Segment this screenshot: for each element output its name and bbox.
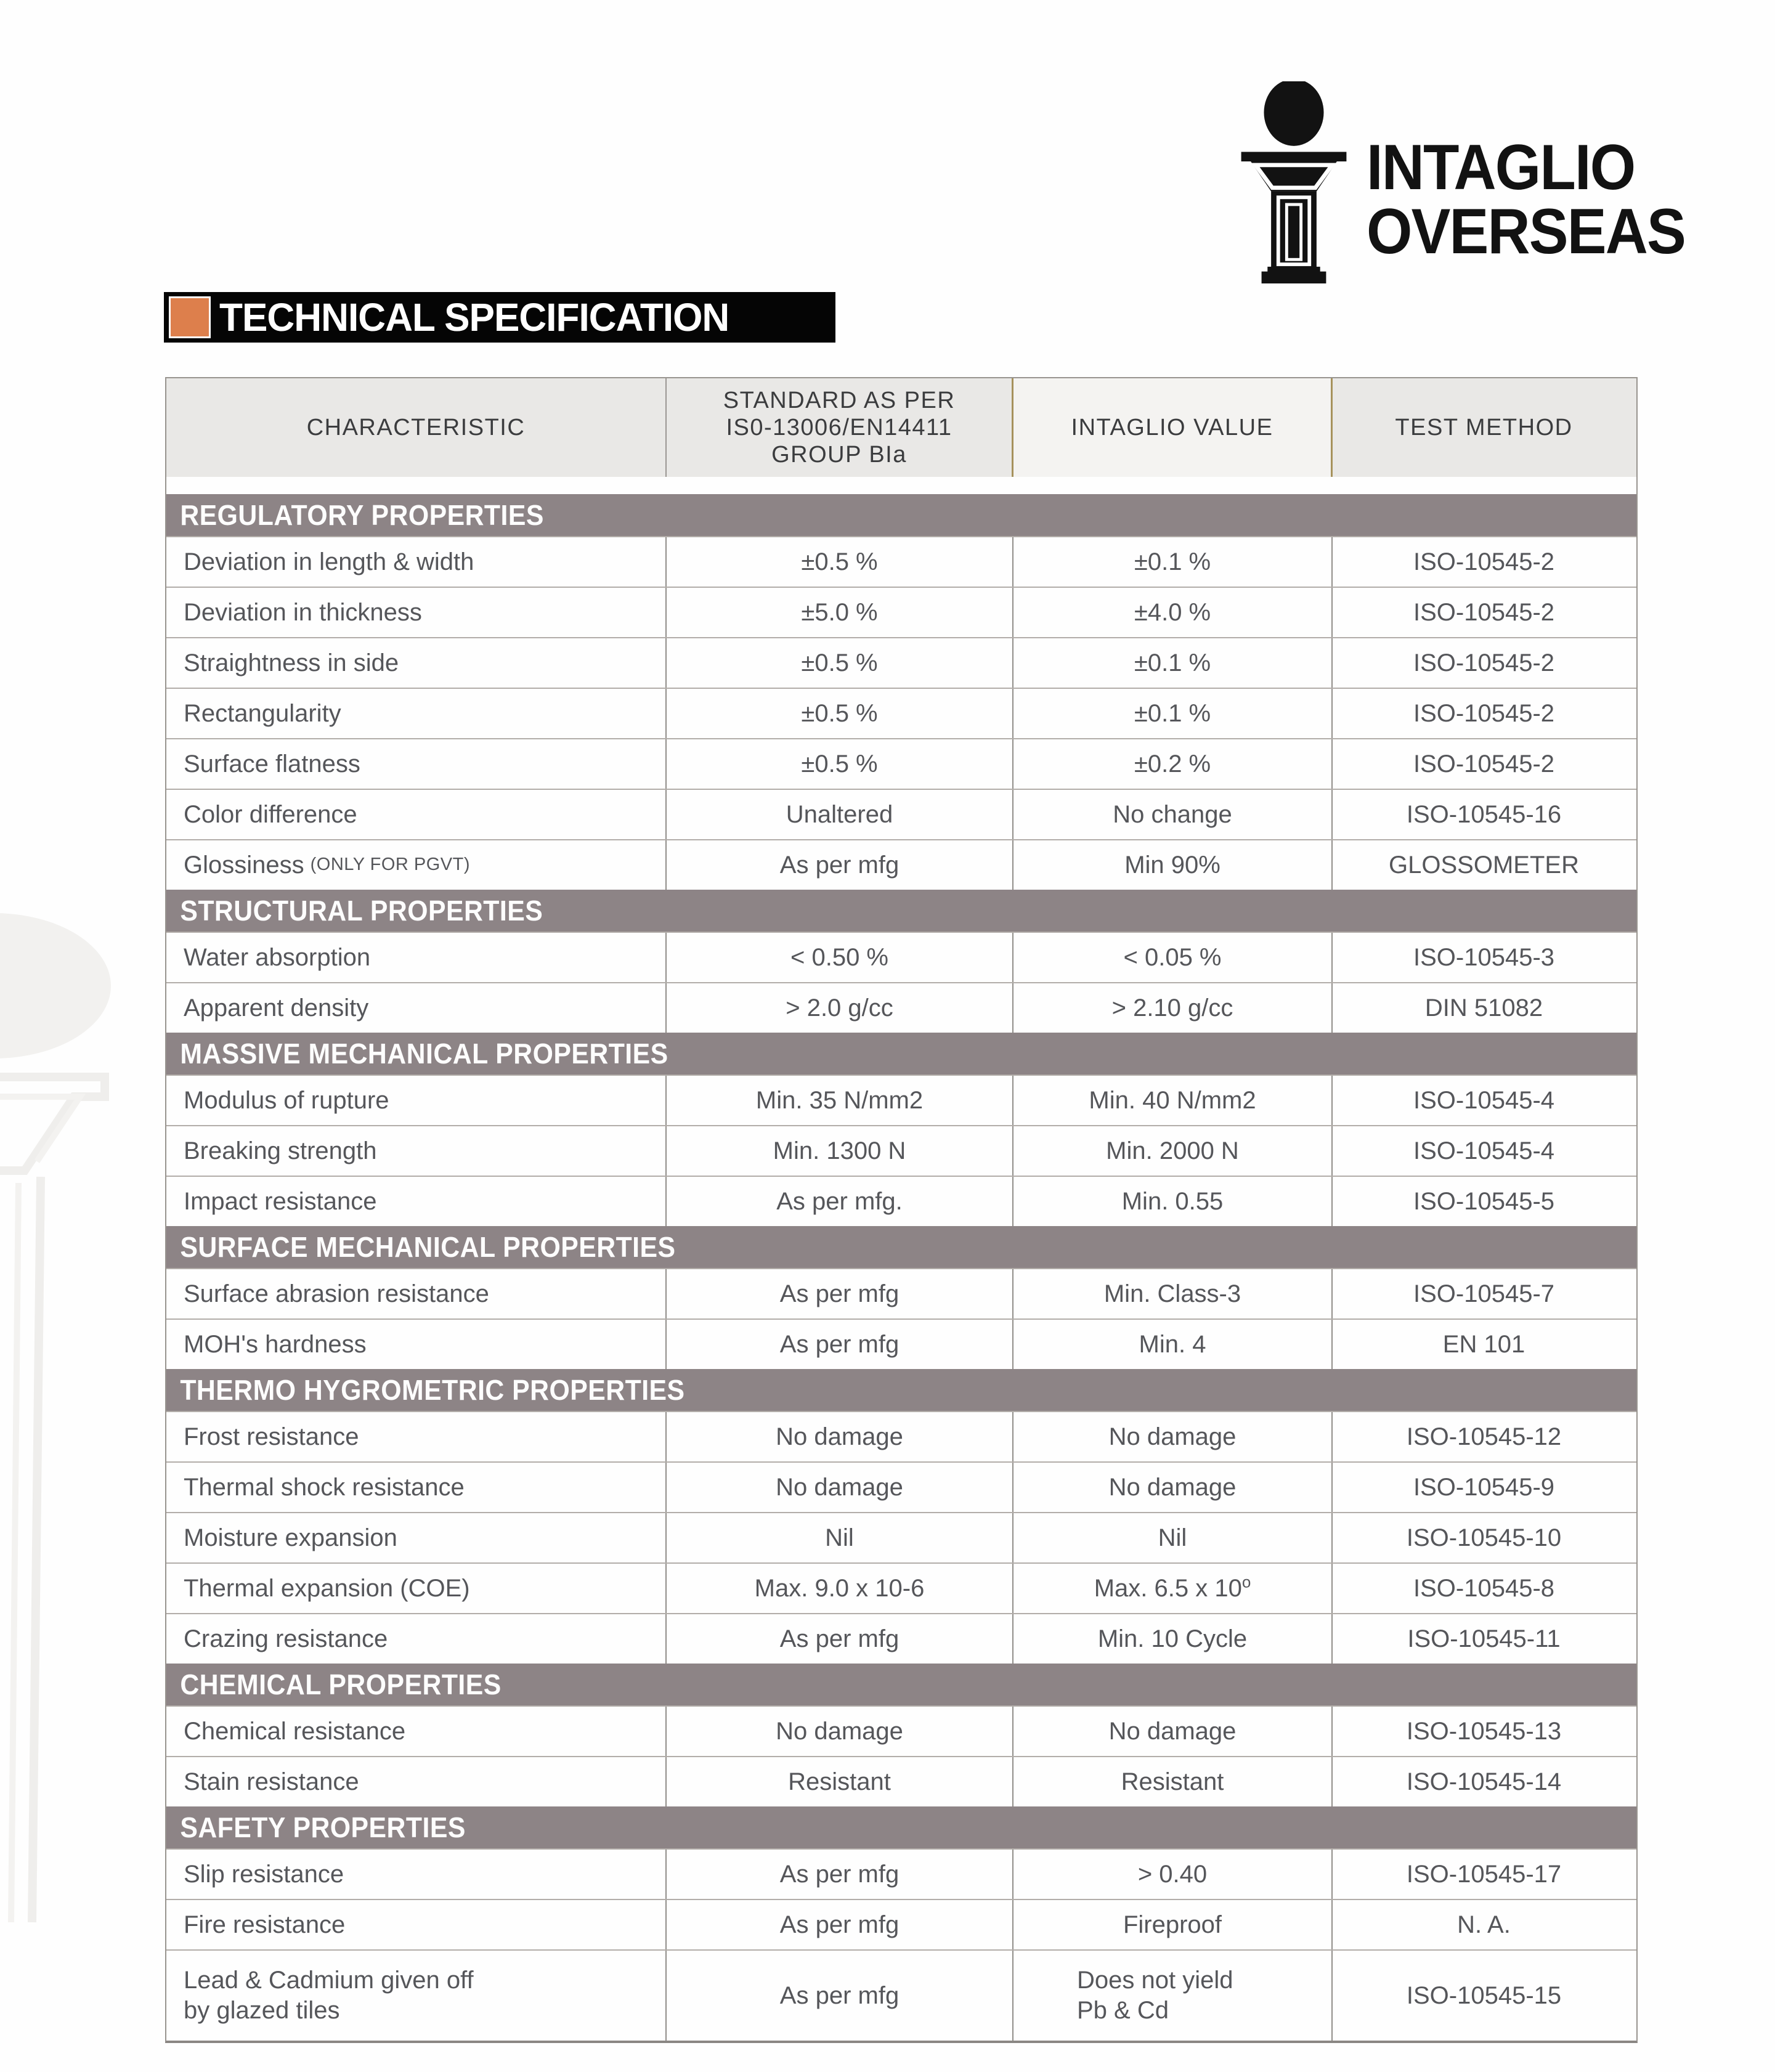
characteristic-note: (ONLY FOR PGVT) xyxy=(310,855,471,875)
section-bar-thermo-hygrometric xyxy=(166,1369,1636,1411)
cell-test-method: ISO-10545-13 xyxy=(1406,1717,1562,1745)
cell-test-method: ISO-10545-7 xyxy=(1413,1280,1555,1307)
cell-characteristic: Crazing resistance xyxy=(166,1614,667,1664)
table-row xyxy=(166,839,1636,890)
table-row xyxy=(166,982,1636,1033)
cell-characteristic: Surface abrasion resistance xyxy=(166,1269,667,1318)
table-row xyxy=(166,1949,1636,2041)
cell-intaglio-value: ±0.1 % xyxy=(1013,638,1333,688)
cell-standard: Max. 9.0 x 10-6 xyxy=(667,1564,1013,1613)
cell-intaglio-value xyxy=(1013,1564,1333,1613)
cell-characteristic: Deviation in thickness xyxy=(166,588,667,637)
cell-standard: < 0.50 % xyxy=(667,933,1013,982)
title-bar xyxy=(164,292,835,343)
cell-standard: No damage xyxy=(667,1707,1013,1756)
cell-test-method: ISO-10545-10 xyxy=(1406,1524,1562,1551)
value-text: Does not yield Pb & Cd xyxy=(1077,1967,1233,2024)
section-title: MASSIVE MECHANICAL PROPERTIES xyxy=(180,1038,668,1070)
cell-standard: As per mfg xyxy=(667,1269,1013,1318)
section-bar-structural xyxy=(166,890,1636,932)
table-row xyxy=(166,1461,1636,1512)
cell-test-method: ISO-10545-3 xyxy=(1413,943,1555,971)
cell-intaglio-value: Min. 40 N/mm2 xyxy=(1013,1076,1333,1125)
table-row xyxy=(166,1125,1636,1176)
cell-characteristic xyxy=(166,840,667,890)
cell-standard: Resistant xyxy=(667,1757,1013,1806)
cell-intaglio-value: Min. 10 Cycle xyxy=(1013,1614,1333,1664)
header-standard xyxy=(667,378,1013,477)
cell-test-method: ISO-10545-4 xyxy=(1413,1137,1555,1164)
cell-standard: As per mfg xyxy=(667,1951,1013,2041)
cell-characteristic: Thermal expansion (COE) xyxy=(166,1564,667,1613)
page-title: TECHNICAL SPECIFICATION xyxy=(219,295,729,339)
section-bar-massive-mechanical xyxy=(166,1033,1636,1075)
brand-name-line2: OVERSEAS xyxy=(1367,196,1685,267)
characteristic-text: Glossiness xyxy=(184,851,304,879)
cell-intaglio-value: No damage xyxy=(1013,1707,1333,1756)
table-row xyxy=(166,536,1636,587)
brand-name-line1: INTAGLIO xyxy=(1367,132,1635,203)
header-test-method: TEST METHOD xyxy=(1395,414,1573,441)
table-row xyxy=(166,1613,1636,1664)
cell-standard: As per mfg xyxy=(667,1900,1013,1949)
cell-standard: ±5.0 % xyxy=(667,588,1013,637)
cell-characteristic: Slip resistance xyxy=(166,1850,667,1899)
cell-standard: ±0.5 % xyxy=(667,739,1013,789)
cell-test-method: ISO-10545-16 xyxy=(1406,800,1562,828)
cell-intaglio-value: Min. 0.55 xyxy=(1013,1177,1333,1226)
table-row xyxy=(166,1848,1636,1899)
cell-characteristic: Frost resistance xyxy=(166,1412,667,1461)
cell-standard: As per mfg xyxy=(667,1320,1013,1369)
cell-intaglio-value: > 2.10 g/cc xyxy=(1013,983,1333,1033)
section-bar-safety xyxy=(166,1806,1636,1848)
cell-test-method: ISO-10545-4 xyxy=(1413,1086,1555,1114)
cell-test-method: ISO-10545-2 xyxy=(1413,699,1555,727)
cell-standard: ±0.5 % xyxy=(667,638,1013,688)
section-title: SAFETY PROPERTIES xyxy=(180,1811,466,1843)
table-row xyxy=(166,688,1636,738)
table-row xyxy=(166,738,1636,789)
header-gap xyxy=(166,477,1636,494)
table-row xyxy=(166,1411,1636,1461)
cell-standard: Min. 35 N/mm2 xyxy=(667,1076,1013,1125)
table-row xyxy=(166,932,1636,982)
brand-logo xyxy=(1232,81,1713,285)
brand-name xyxy=(1367,132,1685,267)
cell-standard: Nil xyxy=(667,1513,1013,1562)
cell-test-method: GLOSSOMETER xyxy=(1389,851,1579,879)
table-row xyxy=(166,1756,1636,1806)
table-row xyxy=(166,587,1636,637)
cell-test-method: ISO-10545-14 xyxy=(1406,1768,1562,1795)
table-row xyxy=(166,1075,1636,1125)
cell-test-method: ISO-10545-15 xyxy=(1406,1981,1562,2009)
section-title: STRUCTURAL PROPERTIES xyxy=(180,895,543,927)
cell-test-method: ISO-10545-12 xyxy=(1406,1423,1562,1450)
cell-test-method: ISO-10545-2 xyxy=(1413,598,1555,626)
table-row xyxy=(166,1562,1636,1613)
cell-characteristic: Modulus of rupture xyxy=(166,1076,667,1125)
cell-intaglio-value: ±0.1 % xyxy=(1013,537,1333,587)
cell-intaglio-value: < 0.05 % xyxy=(1013,933,1333,982)
cell-intaglio-value: No damage xyxy=(1013,1412,1333,1461)
cell-intaglio-value: No change xyxy=(1013,790,1333,839)
cell-characteristic: Impact resistance xyxy=(166,1177,667,1226)
cell-standard: No damage xyxy=(667,1412,1013,1461)
cell-standard: As per mfg xyxy=(667,1614,1013,1664)
cell-standard: Unaltered xyxy=(667,790,1013,839)
cell-test-method: ISO-10545-17 xyxy=(1406,1860,1562,1888)
section-title: SURFACE MECHANICAL PROPERTIES xyxy=(180,1231,676,1263)
section-bar-regulatory xyxy=(166,494,1636,536)
cell-test-method: EN 101 xyxy=(1442,1330,1525,1358)
cell-characteristic xyxy=(166,1951,667,2041)
cell-characteristic: Breaking strength xyxy=(166,1126,667,1176)
cell-characteristic: Stain resistance xyxy=(166,1757,667,1806)
cell-standard: Min. 1300 N xyxy=(667,1126,1013,1176)
section-bar-chemical xyxy=(166,1664,1636,1705)
cell-intaglio-value xyxy=(1013,1951,1333,2041)
characteristic-text: Lead & Cadmium given off by glazed tiles xyxy=(184,1967,474,2024)
cell-intaglio-value: Nil xyxy=(1013,1513,1333,1562)
table-row xyxy=(166,1318,1636,1369)
cell-test-method: ISO-10545-2 xyxy=(1413,649,1555,676)
header-intaglio-value: INTAGLIO VALUE xyxy=(1013,378,1333,477)
cell-test-method: ISO-10545-5 xyxy=(1413,1187,1555,1215)
table-row xyxy=(166,1899,1636,1949)
cell-intaglio-value: Min. Class-3 xyxy=(1013,1269,1333,1318)
cell-standard: > 2.0 g/cc xyxy=(667,983,1013,1033)
table-row xyxy=(166,1512,1636,1562)
cell-standard: No damage xyxy=(667,1463,1013,1512)
cell-test-method: N. A. xyxy=(1457,1911,1511,1938)
value-superscript: o xyxy=(1241,1572,1251,1591)
cell-characteristic: MOH's hardness xyxy=(166,1320,667,1369)
cell-characteristic: Apparent density xyxy=(166,983,667,1033)
table-header-row xyxy=(166,378,1636,477)
cell-test-method: ISO-10545-2 xyxy=(1413,750,1555,778)
cell-characteristic: Straightness in side xyxy=(166,638,667,688)
cell-characteristic: Fire resistance xyxy=(166,1900,667,1949)
cell-intaglio-value: ±4.0 % xyxy=(1013,588,1333,637)
section-bar-surface-mechanical xyxy=(166,1226,1636,1268)
cell-intaglio-value: > 0.40 xyxy=(1013,1850,1333,1899)
cell-characteristic: Surface flatness xyxy=(166,739,667,789)
cell-standard: ±0.5 % xyxy=(667,689,1013,738)
table-row xyxy=(166,1268,1636,1318)
cell-test-method: DIN 51082 xyxy=(1424,994,1543,1022)
cell-characteristic: Water absorption xyxy=(166,933,667,982)
cell-intaglio-value: ±0.1 % xyxy=(1013,689,1333,738)
cell-intaglio-value: Fireproof xyxy=(1013,1900,1333,1949)
table-row xyxy=(166,637,1636,688)
cell-characteristic: Moisture expansion xyxy=(166,1513,667,1562)
header-standard-line1: STANDARD AS PER xyxy=(723,387,956,413)
header-characteristic: CHARACTERISTIC xyxy=(166,378,667,477)
pillar-column-icon xyxy=(1232,81,1355,285)
cell-test-method: ISO-10545-9 xyxy=(1413,1473,1555,1501)
header-standard-line2: IS0-13006/EN14411 xyxy=(726,414,952,441)
cell-test-method: ISO-10545-2 xyxy=(1413,548,1555,575)
orange-square-icon xyxy=(169,296,211,338)
cell-characteristic: Rectangularity xyxy=(166,689,667,738)
cell-characteristic: Color difference xyxy=(166,790,667,839)
cell-standard: As per mfg xyxy=(667,840,1013,890)
table-row xyxy=(166,1705,1636,1756)
section-title: REGULATORY PROPERTIES xyxy=(180,499,544,531)
cell-test-method: ISO-10545-11 xyxy=(1407,1625,1561,1652)
cell-standard: As per mfg. xyxy=(667,1177,1013,1226)
cell-characteristic: Thermal shock resistance xyxy=(166,1463,667,1512)
section-title: THERMO HYGROMETRIC PROPERTIES xyxy=(180,1374,685,1406)
cell-intaglio-value: No damage xyxy=(1013,1463,1333,1512)
cell-intaglio-value: Min 90% xyxy=(1013,840,1333,890)
table-row xyxy=(166,1176,1636,1226)
section-title: CHEMICAL PROPERTIES xyxy=(180,1668,502,1700)
cell-intaglio-value: ±0.2 % xyxy=(1013,739,1333,789)
cell-intaglio-value: Resistant xyxy=(1013,1757,1333,1806)
specification-table xyxy=(165,377,1638,2043)
cell-test-method: ISO-10545-8 xyxy=(1413,1574,1555,1602)
cell-characteristic: Chemical resistance xyxy=(166,1707,667,1756)
header-standard-line3: GROUP BIa xyxy=(771,442,907,468)
value-text: Max. 6.5 x 10 xyxy=(1094,1574,1242,1602)
cell-standard: As per mfg xyxy=(667,1850,1013,1899)
cell-characteristic: Deviation in length & width xyxy=(166,537,667,587)
cell-standard: ±0.5 % xyxy=(667,537,1013,587)
cell-intaglio-value: Min. 4 xyxy=(1013,1320,1333,1369)
table-row xyxy=(166,789,1636,839)
cell-intaglio-value: Min. 2000 N xyxy=(1013,1126,1333,1176)
